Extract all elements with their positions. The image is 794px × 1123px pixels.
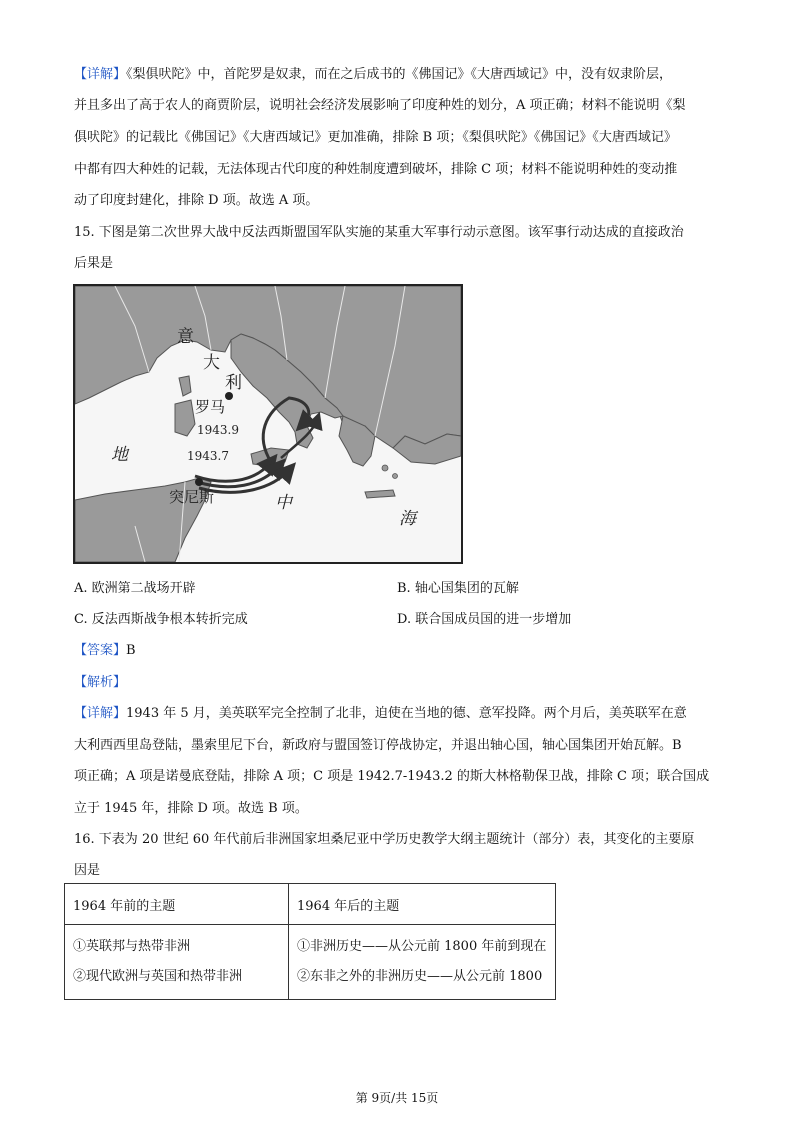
list-item: ②东非之外的非洲历史——从公元前 1800 bbox=[297, 969, 543, 984]
map-label-sea-2: 中 bbox=[275, 493, 292, 513]
table-header-after: 1964 年后的主题 bbox=[289, 884, 556, 925]
q14-detail-line-5: 动了印度封建化，排除 D 项。故选 A 项。 bbox=[74, 193, 319, 208]
answer-tag: 【答案】 bbox=[74, 643, 127, 658]
q15-stem-line-2: 后果是 bbox=[74, 256, 114, 271]
q15-detail-line-4: 立于 1945 年，排除 D 项。故选 B 项。 bbox=[74, 801, 308, 816]
option-d: D. 联合国成员国的进一步增加 bbox=[397, 612, 572, 627]
table-header-row bbox=[65, 884, 556, 925]
option-c: C. 反法西斯战争根本转折完成 bbox=[74, 612, 248, 627]
syllabus-table bbox=[64, 883, 556, 1000]
q14-detail-line-2: 并且多出了高于农人的商贾阶层，说明社会经济发展影响了印度种姓的划分，A 项正确；材料不能说明《梨 bbox=[74, 98, 686, 113]
table-header-before: 1964 年前的主题 bbox=[65, 884, 289, 925]
q15-detail-line-1: 【详解】1943 年 5 月，美英联军完全控制了北非，迫使在当地的德、意军投降。两个月后，美英联军在意 bbox=[74, 706, 687, 721]
q14-detail-line-4: 中都有四大种姓的记载，无法体现古代印度的种姓制度遭到破坏，排除 C 项；材料不能说明种姓的变动推 bbox=[74, 162, 678, 177]
answer-value: B bbox=[126, 643, 136, 658]
table-cell-after bbox=[289, 925, 556, 1000]
list-item: ②现代欧洲与英国和热带非洲 bbox=[73, 969, 243, 984]
map-label-tunis: 突尼斯 bbox=[169, 488, 215, 506]
detail-tag: 【详解】 bbox=[74, 706, 127, 721]
map-label-italy-2: 大 bbox=[203, 353, 220, 373]
q15-stem-line-1: 15. 下图是第二次世界大战中反法西斯盟国军队实施的某重大军事行动示意图。该军事行动达成的直接政治 bbox=[74, 225, 684, 240]
q14-detail-line-3: 俱吠陀》的记载比《佛国记》《大唐西域记》更加准确，排除 B 项；《梨俱吠陀》《佛国记》《大唐西域记》 bbox=[74, 130, 677, 145]
list-item: ①英联邦与热带非洲 bbox=[73, 939, 191, 954]
map-label-date-sep: 1943.9 bbox=[197, 423, 239, 437]
detail-tag: 【详解】 bbox=[74, 67, 127, 82]
answer-line bbox=[74, 642, 136, 660]
map-figure bbox=[75, 286, 461, 562]
map-label-italy-3: 利 bbox=[225, 373, 242, 393]
map-label-italy-1: 意 bbox=[177, 327, 194, 347]
q15-detail-line-3: 项正确；A 项是诺曼底登陆，排除 A 项；C 项是 1942.7-1943.2 的斯大林格勒保卫战，排除 C 项；联合国成 bbox=[74, 769, 710, 784]
map-label-rome: 罗马 bbox=[195, 398, 226, 416]
table-cell-before bbox=[65, 925, 289, 1000]
list-item: ①非洲历史——从公元前 1800 年前到现在 bbox=[297, 939, 547, 954]
map-label-date-jul: 1943.7 bbox=[187, 449, 229, 463]
q16-stem-line-2: 因是 bbox=[74, 863, 101, 878]
option-a: A. 欧洲第二战场开辟 bbox=[74, 581, 196, 596]
operation-map bbox=[73, 284, 463, 564]
q15-detail-line-2: 大利西西里岛登陆，墨索里尼下台，新政府与盟国签订停战协定，并退出轴心国，轴心国集团开始瓦解。B bbox=[74, 738, 682, 753]
table-row bbox=[65, 925, 556, 1000]
option-b: B. 轴心国集团的瓦解 bbox=[397, 581, 519, 596]
analysis-tag: 【解析】 bbox=[74, 675, 127, 690]
q16-stem-line-1: 16. 下表为 20 世纪 60 年代前后非洲国家坦桑尼亚中学历史教学大纲主题统计（部分）表，其变化的主要原 bbox=[74, 832, 695, 847]
q14-detail-line-1: 【详解】《梨俱吠陀》中，首陀罗是奴隶，而在之后成书的《佛国记》《大唐西域记》中，没有奴隶阶层， bbox=[74, 67, 673, 82]
map-label-sea-3: 海 bbox=[399, 509, 416, 529]
page-footer: 第 9页/共 15页 bbox=[355, 1091, 439, 1105]
map-label-sea-1: 地 bbox=[111, 445, 128, 465]
